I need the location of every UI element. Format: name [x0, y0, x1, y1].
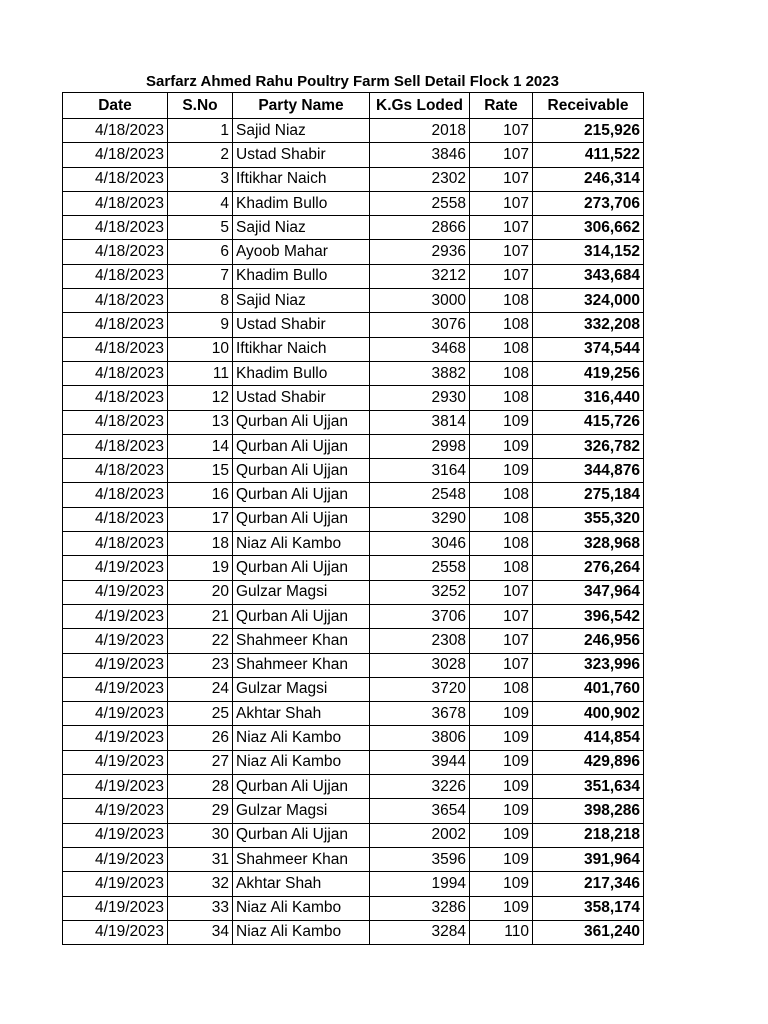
cell-sno: 2: [168, 143, 233, 167]
cell-sno: 26: [168, 726, 233, 750]
cell-party-name: Qurban Ali Ujjan: [233, 434, 370, 458]
cell-kgs-loded: 3290: [370, 507, 470, 531]
cell-kgs-loded: 2548: [370, 483, 470, 507]
cell-date: 4/19/2023: [63, 823, 168, 847]
cell-rate: 107: [470, 119, 533, 143]
cell-kgs-loded: 3286: [370, 896, 470, 920]
cell-kgs-loded: 2302: [370, 167, 470, 191]
table-row: [63, 361, 644, 385]
cell-party-name: Khadim Bullo: [233, 264, 370, 288]
cell-receivable: 246,314: [533, 167, 644, 191]
cell-rate: 109: [470, 799, 533, 823]
cell-kgs-loded: 2002: [370, 823, 470, 847]
header-rate: Rate: [470, 93, 533, 119]
cell-date: 4/18/2023: [63, 289, 168, 313]
cell-date: 4/18/2023: [63, 434, 168, 458]
cell-kgs-loded: 3806: [370, 726, 470, 750]
cell-date: 4/18/2023: [63, 119, 168, 143]
cell-rate: 108: [470, 361, 533, 385]
cell-party-name: Shahmeer Khan: [233, 653, 370, 677]
cell-date: 4/18/2023: [63, 143, 168, 167]
cell-rate: 107: [470, 629, 533, 653]
cell-party-name: Qurban Ali Ujjan: [233, 823, 370, 847]
table-row: [63, 920, 644, 944]
header-sno: S.No: [168, 93, 233, 119]
cell-kgs-loded: 2308: [370, 629, 470, 653]
table-row: [63, 726, 644, 750]
cell-receivable: 344,876: [533, 459, 644, 483]
cell-sno: 21: [168, 604, 233, 628]
table-row: [63, 702, 644, 726]
cell-date: 4/18/2023: [63, 264, 168, 288]
cell-kgs-loded: 3000: [370, 289, 470, 313]
cell-sno: 19: [168, 556, 233, 580]
cell-sno: 29: [168, 799, 233, 823]
cell-party-name: Shahmeer Khan: [233, 629, 370, 653]
table-row: [63, 434, 644, 458]
cell-receivable: 316,440: [533, 386, 644, 410]
cell-receivable: 411,522: [533, 143, 644, 167]
cell-party-name: Niaz Ali Kambo: [233, 726, 370, 750]
cell-date: 4/18/2023: [63, 410, 168, 434]
cell-rate: 109: [470, 847, 533, 871]
cell-date: 4/18/2023: [63, 459, 168, 483]
cell-rate: 107: [470, 216, 533, 240]
cell-sno: 34: [168, 920, 233, 944]
cell-party-name: Sajid Niaz: [233, 216, 370, 240]
cell-date: 4/18/2023: [63, 216, 168, 240]
table-row: [63, 167, 644, 191]
cell-receivable: 324,000: [533, 289, 644, 313]
cell-rate: 109: [470, 702, 533, 726]
cell-sno: 23: [168, 653, 233, 677]
cell-date: 4/19/2023: [63, 896, 168, 920]
cell-sno: 32: [168, 872, 233, 896]
cell-sno: 4: [168, 191, 233, 215]
cell-party-name: Ustad Shabir: [233, 143, 370, 167]
header-date: Date: [63, 93, 168, 119]
cell-kgs-loded: 3164: [370, 459, 470, 483]
cell-kgs-loded: 3678: [370, 702, 470, 726]
cell-rate: 109: [470, 896, 533, 920]
cell-date: 4/19/2023: [63, 629, 168, 653]
table-row: [63, 677, 644, 701]
cell-party-name: Gulzar Magsi: [233, 580, 370, 604]
cell-rate: 108: [470, 337, 533, 361]
table-row: [63, 750, 644, 774]
cell-kgs-loded: 2018: [370, 119, 470, 143]
table-row: [63, 847, 644, 871]
cell-receivable: 429,896: [533, 750, 644, 774]
cell-date: 4/19/2023: [63, 556, 168, 580]
cell-receivable: 400,902: [533, 702, 644, 726]
cell-kgs-loded: 3046: [370, 532, 470, 556]
cell-kgs-loded: 3076: [370, 313, 470, 337]
table-row: [63, 119, 644, 143]
cell-kgs-loded: 3882: [370, 361, 470, 385]
cell-sno: 7: [168, 264, 233, 288]
cell-receivable: 323,996: [533, 653, 644, 677]
cell-sno: 16: [168, 483, 233, 507]
cell-party-name: Niaz Ali Kambo: [233, 920, 370, 944]
cell-sno: 17: [168, 507, 233, 531]
table-row: [63, 604, 644, 628]
cell-kgs-loded: 2930: [370, 386, 470, 410]
cell-party-name: Gulzar Magsi: [233, 799, 370, 823]
cell-sno: 28: [168, 775, 233, 799]
cell-rate: 108: [470, 313, 533, 337]
cell-date: 4/18/2023: [63, 240, 168, 264]
table-row: [63, 580, 644, 604]
cell-rate: 109: [470, 410, 533, 434]
cell-kgs-loded: 1994: [370, 872, 470, 896]
table-row: [63, 264, 644, 288]
cell-rate: 108: [470, 483, 533, 507]
cell-date: 4/18/2023: [63, 313, 168, 337]
cell-sno: 1: [168, 119, 233, 143]
cell-sno: 25: [168, 702, 233, 726]
cell-receivable: 246,956: [533, 629, 644, 653]
cell-receivable: 415,726: [533, 410, 644, 434]
cell-sno: 18: [168, 532, 233, 556]
cell-kgs-loded: 3212: [370, 264, 470, 288]
cell-party-name: Iftikhar Naich: [233, 167, 370, 191]
cell-kgs-loded: 3944: [370, 750, 470, 774]
table-row: [63, 556, 644, 580]
cell-sno: 8: [168, 289, 233, 313]
table-row: [63, 799, 644, 823]
table-body: [63, 119, 644, 945]
cell-receivable: 328,968: [533, 532, 644, 556]
cell-kgs-loded: 3846: [370, 143, 470, 167]
cell-receivable: 273,706: [533, 191, 644, 215]
cell-kgs-loded: 2998: [370, 434, 470, 458]
table-row: [63, 289, 644, 313]
table-row: [63, 337, 644, 361]
cell-date: 4/18/2023: [63, 337, 168, 361]
cell-party-name: Iftikhar Naich: [233, 337, 370, 361]
cell-party-name: Qurban Ali Ujjan: [233, 775, 370, 799]
cell-receivable: 396,542: [533, 604, 644, 628]
cell-kgs-loded: 3596: [370, 847, 470, 871]
cell-receivable: 351,634: [533, 775, 644, 799]
cell-receivable: 401,760: [533, 677, 644, 701]
cell-date: 4/19/2023: [63, 726, 168, 750]
cell-receivable: 215,926: [533, 119, 644, 143]
table-row: [63, 216, 644, 240]
cell-sno: 27: [168, 750, 233, 774]
cell-receivable: 414,854: [533, 726, 644, 750]
table-row: [63, 410, 644, 434]
cell-party-name: Shahmeer Khan: [233, 847, 370, 871]
cell-party-name: Ayoob Mahar: [233, 240, 370, 264]
cell-rate: 109: [470, 775, 533, 799]
table-row: [63, 896, 644, 920]
sell-detail-table: [62, 92, 644, 945]
cell-rate: 107: [470, 653, 533, 677]
cell-party-name: Niaz Ali Kambo: [233, 750, 370, 774]
cell-kgs-loded: 3654: [370, 799, 470, 823]
cell-rate: 108: [470, 677, 533, 701]
cell-kgs-loded: 2558: [370, 556, 470, 580]
cell-sno: 5: [168, 216, 233, 240]
cell-receivable: 347,964: [533, 580, 644, 604]
cell-kgs-loded: 3720: [370, 677, 470, 701]
cell-kgs-loded: 3252: [370, 580, 470, 604]
cell-kgs-loded: 3226: [370, 775, 470, 799]
cell-sno: 31: [168, 847, 233, 871]
cell-rate: 107: [470, 143, 533, 167]
cell-sno: 20: [168, 580, 233, 604]
cell-date: 4/19/2023: [63, 677, 168, 701]
sheet-title: Sarfarz Ahmed Rahu Poultry Farm Sell Detail Flock 1 2023: [146, 73, 559, 90]
cell-kgs-loded: 3814: [370, 410, 470, 434]
cell-rate: 109: [470, 726, 533, 750]
cell-date: 4/18/2023: [63, 532, 168, 556]
cell-receivable: 343,684: [533, 264, 644, 288]
cell-date: 4/18/2023: [63, 483, 168, 507]
cell-party-name: Qurban Ali Ujjan: [233, 483, 370, 507]
cell-kgs-loded: 2936: [370, 240, 470, 264]
cell-party-name: Sajid Niaz: [233, 289, 370, 313]
cell-rate: 109: [470, 823, 533, 847]
cell-sno: 3: [168, 167, 233, 191]
cell-rate: 108: [470, 386, 533, 410]
table-row: [63, 386, 644, 410]
cell-receivable: 355,320: [533, 507, 644, 531]
cell-party-name: Gulzar Magsi: [233, 677, 370, 701]
table-row: [63, 143, 644, 167]
cell-kgs-loded: 3028: [370, 653, 470, 677]
cell-sno: 24: [168, 677, 233, 701]
cell-date: 4/19/2023: [63, 847, 168, 871]
cell-date: 4/19/2023: [63, 604, 168, 628]
cell-rate: 108: [470, 289, 533, 313]
cell-receivable: 217,346: [533, 872, 644, 896]
cell-party-name: Khadim Bullo: [233, 191, 370, 215]
table-row: [63, 629, 644, 653]
cell-sno: 13: [168, 410, 233, 434]
table-row: [63, 532, 644, 556]
table-row: [63, 872, 644, 896]
cell-rate: 108: [470, 556, 533, 580]
cell-party-name: Khadim Bullo: [233, 361, 370, 385]
cell-party-name: Akhtar Shah: [233, 872, 370, 896]
table-row: [63, 459, 644, 483]
cell-rate: 110: [470, 920, 533, 944]
cell-date: 4/18/2023: [63, 191, 168, 215]
cell-kgs-loded: 2558: [370, 191, 470, 215]
cell-kgs-loded: 3468: [370, 337, 470, 361]
cell-date: 4/18/2023: [63, 361, 168, 385]
cell-rate: 107: [470, 580, 533, 604]
cell-sno: 22: [168, 629, 233, 653]
cell-receivable: 398,286: [533, 799, 644, 823]
cell-receivable: 275,184: [533, 483, 644, 507]
header-row: [63, 93, 644, 119]
cell-party-name: Niaz Ali Kambo: [233, 896, 370, 920]
cell-party-name: Qurban Ali Ujjan: [233, 459, 370, 483]
table-row: [63, 191, 644, 215]
cell-kgs-loded: 3284: [370, 920, 470, 944]
cell-date: 4/19/2023: [63, 775, 168, 799]
cell-date: 4/19/2023: [63, 750, 168, 774]
cell-party-name: Akhtar Shah: [233, 702, 370, 726]
cell-date: 4/19/2023: [63, 872, 168, 896]
cell-kgs-loded: 2866: [370, 216, 470, 240]
cell-sno: 14: [168, 434, 233, 458]
cell-date: 4/19/2023: [63, 799, 168, 823]
cell-sno: 9: [168, 313, 233, 337]
cell-party-name: Qurban Ali Ujjan: [233, 604, 370, 628]
cell-party-name: Sajid Niaz: [233, 119, 370, 143]
cell-sno: 33: [168, 896, 233, 920]
cell-receivable: 276,264: [533, 556, 644, 580]
cell-date: 4/18/2023: [63, 167, 168, 191]
cell-sno: 10: [168, 337, 233, 361]
table-row: [63, 775, 644, 799]
cell-date: 4/18/2023: [63, 507, 168, 531]
cell-date: 4/18/2023: [63, 386, 168, 410]
cell-rate: 107: [470, 167, 533, 191]
cell-date: 4/19/2023: [63, 920, 168, 944]
cell-receivable: 306,662: [533, 216, 644, 240]
cell-rate: 109: [470, 459, 533, 483]
cell-rate: 108: [470, 532, 533, 556]
header-receivable: Receivable: [533, 93, 644, 119]
cell-rate: 107: [470, 264, 533, 288]
cell-party-name: Qurban Ali Ujjan: [233, 410, 370, 434]
table-row: [63, 507, 644, 531]
cell-rate: 107: [470, 604, 533, 628]
cell-receivable: 218,218: [533, 823, 644, 847]
table-row: [63, 240, 644, 264]
table-row: [63, 823, 644, 847]
table-row: [63, 313, 644, 337]
cell-receivable: 419,256: [533, 361, 644, 385]
cell-date: 4/19/2023: [63, 653, 168, 677]
cell-rate: 107: [470, 240, 533, 264]
cell-receivable: 314,152: [533, 240, 644, 264]
cell-party-name: Qurban Ali Ujjan: [233, 507, 370, 531]
cell-receivable: 391,964: [533, 847, 644, 871]
cell-receivable: 374,544: [533, 337, 644, 361]
cell-rate: 109: [470, 434, 533, 458]
cell-rate: 108: [470, 507, 533, 531]
cell-party-name: Ustad Shabir: [233, 386, 370, 410]
cell-receivable: 326,782: [533, 434, 644, 458]
table-row: [63, 483, 644, 507]
cell-party-name: Niaz Ali Kambo: [233, 532, 370, 556]
table-row: [63, 653, 644, 677]
cell-rate: 107: [470, 191, 533, 215]
cell-date: 4/19/2023: [63, 702, 168, 726]
cell-party-name: Qurban Ali Ujjan: [233, 556, 370, 580]
cell-sno: 15: [168, 459, 233, 483]
cell-date: 4/19/2023: [63, 580, 168, 604]
cell-sno: 30: [168, 823, 233, 847]
cell-receivable: 358,174: [533, 896, 644, 920]
cell-receivable: 361,240: [533, 920, 644, 944]
header-kgs-loded: K.Gs Loded: [370, 93, 470, 119]
cell-rate: 109: [470, 750, 533, 774]
cell-sno: 12: [168, 386, 233, 410]
header-party-name: Party Name: [233, 93, 370, 119]
cell-sno: 11: [168, 361, 233, 385]
cell-party-name: Ustad Shabir: [233, 313, 370, 337]
cell-kgs-loded: 3706: [370, 604, 470, 628]
cell-sno: 6: [168, 240, 233, 264]
cell-receivable: 332,208: [533, 313, 644, 337]
cell-rate: 109: [470, 872, 533, 896]
